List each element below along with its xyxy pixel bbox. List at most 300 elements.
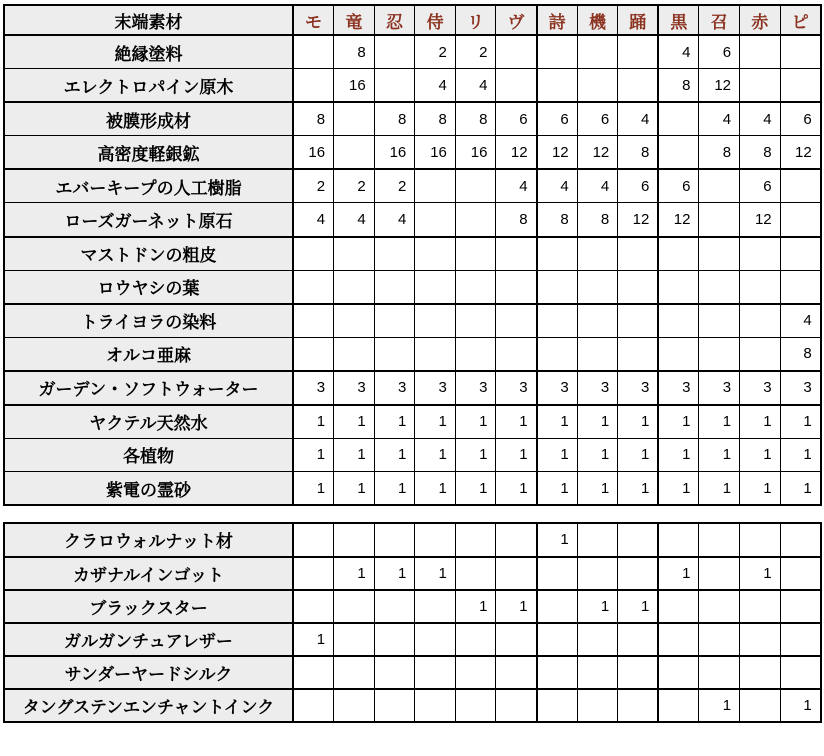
material-label: カザナルインゴット bbox=[4, 557, 293, 590]
qty-cell: 1 bbox=[577, 590, 618, 623]
column-header-job: ピ bbox=[780, 5, 821, 35]
qty-cell bbox=[658, 656, 699, 689]
qty-cell: 4 bbox=[293, 203, 334, 237]
qty-cell: 4 bbox=[699, 102, 740, 136]
qty-cell: 3 bbox=[374, 371, 415, 405]
qty-cell: 1 bbox=[415, 438, 456, 472]
qty-cell bbox=[658, 136, 699, 170]
qty-cell: 1 bbox=[577, 405, 618, 439]
qty-cell bbox=[293, 590, 334, 623]
qty-cell: 1 bbox=[537, 523, 578, 556]
qty-cell: 1 bbox=[658, 557, 699, 590]
qty-cell bbox=[334, 270, 375, 304]
corner-header-material: 末端素材 bbox=[4, 5, 293, 35]
qty-cell bbox=[618, 523, 659, 556]
qty-cell: 4 bbox=[537, 169, 578, 203]
qty-cell bbox=[740, 590, 781, 623]
column-header-job: 竜 bbox=[334, 5, 375, 35]
qty-cell bbox=[658, 590, 699, 623]
qty-cell: 4 bbox=[780, 304, 821, 338]
qty-cell: 1 bbox=[740, 472, 781, 506]
qty-cell: 1 bbox=[740, 438, 781, 472]
qty-cell bbox=[415, 656, 456, 689]
qty-cell: 1 bbox=[374, 557, 415, 590]
material-label: トライヨラの染料 bbox=[4, 304, 293, 338]
qty-cell bbox=[577, 337, 618, 371]
qty-cell bbox=[496, 237, 537, 271]
qty-cell bbox=[374, 590, 415, 623]
qty-cell bbox=[699, 169, 740, 203]
table-row bbox=[4, 237, 821, 271]
qty-cell: 6 bbox=[780, 102, 821, 136]
qty-cell: 1 bbox=[334, 438, 375, 472]
material-label: 高密度軽銀鉱 bbox=[4, 136, 293, 170]
table-row bbox=[4, 270, 821, 304]
qty-cell bbox=[537, 689, 578, 722]
qty-cell: 6 bbox=[699, 35, 740, 69]
qty-cell: 4 bbox=[740, 102, 781, 136]
qty-cell bbox=[537, 337, 578, 371]
column-header-job: 黒 bbox=[658, 5, 699, 35]
qty-cell: 1 bbox=[293, 438, 334, 472]
qty-cell bbox=[293, 69, 334, 103]
qty-cell: 16 bbox=[293, 136, 334, 170]
qty-cell bbox=[740, 35, 781, 69]
material-label: ガーデン・ソフトウォーター bbox=[4, 371, 293, 405]
material-label: エレクトロパイン原木 bbox=[4, 69, 293, 103]
qty-cell: 2 bbox=[293, 169, 334, 203]
qty-cell: 1 bbox=[780, 689, 821, 722]
qty-cell bbox=[293, 237, 334, 271]
qty-cell bbox=[374, 623, 415, 656]
qty-cell bbox=[740, 523, 781, 556]
qty-cell bbox=[780, 656, 821, 689]
qty-cell bbox=[577, 35, 618, 69]
qty-cell: 2 bbox=[374, 169, 415, 203]
material-label: ヤクテル天然水 bbox=[4, 405, 293, 439]
qty-cell: 1 bbox=[455, 438, 496, 472]
qty-cell: 1 bbox=[496, 405, 537, 439]
qty-cell bbox=[293, 689, 334, 722]
column-header-job: 詩 bbox=[537, 5, 578, 35]
table-row bbox=[4, 371, 821, 405]
qty-cell: 3 bbox=[455, 371, 496, 405]
qty-cell bbox=[455, 689, 496, 722]
qty-cell: 1 bbox=[455, 405, 496, 439]
qty-cell bbox=[293, 304, 334, 338]
qty-cell bbox=[455, 304, 496, 338]
column-header-job: 忍 bbox=[374, 5, 415, 35]
qty-cell: 1 bbox=[780, 472, 821, 506]
qty-cell bbox=[334, 237, 375, 271]
qty-cell: 12 bbox=[496, 136, 537, 170]
qty-cell bbox=[699, 523, 740, 556]
qty-cell bbox=[455, 523, 496, 556]
qty-cell bbox=[415, 270, 456, 304]
header-row bbox=[4, 5, 821, 35]
qty-cell bbox=[537, 590, 578, 623]
qty-cell bbox=[780, 270, 821, 304]
qty-cell bbox=[374, 270, 415, 304]
table-row bbox=[4, 405, 821, 439]
qty-cell: 1 bbox=[334, 472, 375, 506]
qty-cell: 1 bbox=[293, 405, 334, 439]
table-row bbox=[4, 136, 821, 170]
qty-cell bbox=[577, 689, 618, 722]
qty-cell bbox=[293, 656, 334, 689]
material-label: エバーキープの人工樹脂 bbox=[4, 169, 293, 203]
qty-cell bbox=[496, 523, 537, 556]
column-header-job: 赤 bbox=[740, 5, 781, 35]
qty-cell: 1 bbox=[374, 472, 415, 506]
qty-cell bbox=[334, 590, 375, 623]
qty-cell bbox=[658, 270, 699, 304]
qty-cell bbox=[537, 623, 578, 656]
column-header-job: 機 bbox=[577, 5, 618, 35]
qty-cell bbox=[415, 623, 456, 656]
qty-cell bbox=[577, 237, 618, 271]
qty-cell: 1 bbox=[780, 405, 821, 439]
qty-cell bbox=[618, 35, 659, 69]
qty-cell bbox=[658, 304, 699, 338]
qty-cell: 3 bbox=[537, 371, 578, 405]
qty-cell: 8 bbox=[374, 102, 415, 136]
qty-cell bbox=[577, 557, 618, 590]
qty-cell bbox=[577, 270, 618, 304]
qty-cell: 4 bbox=[415, 69, 456, 103]
qty-cell bbox=[618, 237, 659, 271]
qty-cell: 4 bbox=[658, 35, 699, 69]
qty-cell bbox=[780, 169, 821, 203]
qty-cell: 3 bbox=[699, 371, 740, 405]
table-row bbox=[4, 102, 821, 136]
qty-cell: 2 bbox=[334, 169, 375, 203]
qty-cell: 1 bbox=[780, 438, 821, 472]
qty-cell: 1 bbox=[618, 438, 659, 472]
qty-cell: 8 bbox=[455, 102, 496, 136]
qty-cell bbox=[740, 304, 781, 338]
qty-cell: 2 bbox=[415, 35, 456, 69]
qty-cell bbox=[537, 35, 578, 69]
qty-cell bbox=[699, 623, 740, 656]
qty-cell: 3 bbox=[415, 371, 456, 405]
qty-cell bbox=[415, 203, 456, 237]
qty-cell bbox=[658, 689, 699, 722]
qty-cell bbox=[780, 523, 821, 556]
qty-cell bbox=[740, 270, 781, 304]
qty-cell: 12 bbox=[577, 136, 618, 170]
qty-cell bbox=[374, 69, 415, 103]
qty-cell: 8 bbox=[699, 136, 740, 170]
qty-cell bbox=[577, 304, 618, 338]
qty-cell bbox=[455, 337, 496, 371]
qty-cell: 12 bbox=[740, 203, 781, 237]
qty-cell bbox=[618, 656, 659, 689]
qty-cell: 4 bbox=[374, 203, 415, 237]
qty-cell bbox=[537, 656, 578, 689]
qty-cell bbox=[415, 304, 456, 338]
qty-cell: 8 bbox=[658, 69, 699, 103]
material-label: サンダーヤードシルク bbox=[4, 656, 293, 689]
qty-cell bbox=[455, 270, 496, 304]
qty-cell bbox=[496, 656, 537, 689]
qty-cell: 3 bbox=[577, 371, 618, 405]
table-row bbox=[4, 623, 821, 656]
qty-cell bbox=[577, 656, 618, 689]
qty-cell: 1 bbox=[334, 557, 375, 590]
qty-cell bbox=[618, 557, 659, 590]
qty-cell: 12 bbox=[618, 203, 659, 237]
table-row bbox=[4, 304, 821, 338]
qty-cell bbox=[374, 523, 415, 556]
qty-cell: 1 bbox=[618, 590, 659, 623]
table-row bbox=[4, 472, 821, 506]
material-label: クラロウォルナット材 bbox=[4, 523, 293, 556]
qty-cell bbox=[699, 270, 740, 304]
qty-cell bbox=[618, 623, 659, 656]
material-label: ロウヤシの葉 bbox=[4, 270, 293, 304]
qty-cell: 1 bbox=[415, 472, 456, 506]
qty-cell: 6 bbox=[496, 102, 537, 136]
qty-cell bbox=[293, 557, 334, 590]
qty-cell bbox=[780, 69, 821, 103]
qty-cell: 3 bbox=[496, 371, 537, 405]
qty-cell: 1 bbox=[496, 472, 537, 506]
qty-cell bbox=[699, 203, 740, 237]
qty-cell: 8 bbox=[293, 102, 334, 136]
qty-cell bbox=[618, 69, 659, 103]
qty-cell: 1 bbox=[699, 689, 740, 722]
qty-cell bbox=[740, 237, 781, 271]
qty-cell: 1 bbox=[537, 405, 578, 439]
qty-cell bbox=[699, 590, 740, 623]
qty-cell: 8 bbox=[740, 136, 781, 170]
table-row bbox=[4, 203, 821, 237]
qty-cell bbox=[537, 237, 578, 271]
material-label: 紫電の霊砂 bbox=[4, 472, 293, 506]
qty-cell bbox=[699, 337, 740, 371]
qty-cell bbox=[496, 337, 537, 371]
qty-cell: 4 bbox=[496, 169, 537, 203]
qty-cell: 8 bbox=[415, 102, 456, 136]
qty-cell bbox=[415, 169, 456, 203]
material-label: タングステンエンチャントインク bbox=[4, 689, 293, 722]
qty-cell: 1 bbox=[374, 438, 415, 472]
qty-cell bbox=[780, 203, 821, 237]
column-header-job: リ bbox=[455, 5, 496, 35]
qty-cell: 16 bbox=[455, 136, 496, 170]
material-label: 被膜形成材 bbox=[4, 102, 293, 136]
qty-cell: 1 bbox=[699, 438, 740, 472]
qty-cell: 1 bbox=[496, 590, 537, 623]
table-row bbox=[4, 337, 821, 371]
qty-cell bbox=[334, 689, 375, 722]
material-label: 絶縁塗料 bbox=[4, 35, 293, 69]
qty-cell: 8 bbox=[334, 35, 375, 69]
qty-cell bbox=[780, 623, 821, 656]
qty-cell: 8 bbox=[618, 136, 659, 170]
qty-cell: 3 bbox=[780, 371, 821, 405]
qty-cell bbox=[496, 557, 537, 590]
qty-cell: 12 bbox=[658, 203, 699, 237]
qty-cell bbox=[577, 623, 618, 656]
table-row bbox=[4, 656, 821, 689]
qty-cell: 12 bbox=[699, 69, 740, 103]
qty-cell bbox=[293, 270, 334, 304]
qty-cell bbox=[618, 304, 659, 338]
qty-cell bbox=[577, 69, 618, 103]
qty-cell bbox=[334, 136, 375, 170]
qty-cell: 1 bbox=[415, 405, 456, 439]
qty-cell bbox=[334, 304, 375, 338]
qty-cell bbox=[780, 237, 821, 271]
qty-cell: 3 bbox=[740, 371, 781, 405]
qty-cell: 8 bbox=[780, 337, 821, 371]
qty-cell: 1 bbox=[577, 472, 618, 506]
qty-cell bbox=[293, 337, 334, 371]
materials-table-primary bbox=[3, 4, 822, 506]
qty-cell: 12 bbox=[780, 136, 821, 170]
qty-cell bbox=[740, 623, 781, 656]
qty-cell bbox=[780, 35, 821, 69]
qty-cell bbox=[334, 656, 375, 689]
qty-cell bbox=[740, 656, 781, 689]
qty-cell bbox=[415, 237, 456, 271]
qty-cell: 1 bbox=[537, 472, 578, 506]
qty-cell bbox=[334, 337, 375, 371]
qty-cell: 12 bbox=[537, 136, 578, 170]
qty-cell bbox=[374, 656, 415, 689]
qty-cell: 1 bbox=[618, 405, 659, 439]
qty-cell bbox=[374, 337, 415, 371]
qty-cell bbox=[537, 270, 578, 304]
qty-cell: 1 bbox=[537, 438, 578, 472]
qty-cell: 6 bbox=[577, 102, 618, 136]
qty-cell: 1 bbox=[455, 590, 496, 623]
qty-cell bbox=[658, 237, 699, 271]
qty-cell: 2 bbox=[455, 35, 496, 69]
qty-cell: 3 bbox=[293, 371, 334, 405]
material-label: オルコ亜麻 bbox=[4, 337, 293, 371]
qty-cell bbox=[455, 203, 496, 237]
qty-cell bbox=[415, 337, 456, 371]
qty-cell bbox=[699, 557, 740, 590]
qty-cell: 1 bbox=[496, 438, 537, 472]
qty-cell bbox=[537, 304, 578, 338]
qty-cell bbox=[740, 337, 781, 371]
qty-cell bbox=[780, 590, 821, 623]
qty-cell: 4 bbox=[455, 69, 496, 103]
qty-cell bbox=[415, 523, 456, 556]
table-row bbox=[4, 689, 821, 722]
material-label: ローズガーネット原石 bbox=[4, 203, 293, 237]
table-row bbox=[4, 523, 821, 556]
qty-cell bbox=[455, 169, 496, 203]
qty-cell: 4 bbox=[577, 169, 618, 203]
qty-cell: 4 bbox=[334, 203, 375, 237]
materials-table-secondary bbox=[3, 522, 822, 723]
qty-cell bbox=[496, 35, 537, 69]
qty-cell bbox=[699, 656, 740, 689]
qty-cell bbox=[455, 557, 496, 590]
qty-cell: 1 bbox=[374, 405, 415, 439]
table-row bbox=[4, 35, 821, 69]
table-row bbox=[4, 557, 821, 590]
qty-cell: 1 bbox=[658, 438, 699, 472]
table-row bbox=[4, 438, 821, 472]
qty-cell bbox=[658, 623, 699, 656]
qty-cell bbox=[455, 656, 496, 689]
qty-cell bbox=[740, 689, 781, 722]
qty-cell: 16 bbox=[374, 136, 415, 170]
column-header-job: 踊 bbox=[618, 5, 659, 35]
qty-cell bbox=[415, 590, 456, 623]
qty-cell bbox=[699, 237, 740, 271]
column-header-job: モ bbox=[293, 5, 334, 35]
qty-cell: 8 bbox=[577, 203, 618, 237]
qty-cell bbox=[618, 337, 659, 371]
qty-cell: 6 bbox=[658, 169, 699, 203]
qty-cell: 1 bbox=[740, 405, 781, 439]
qty-cell bbox=[293, 523, 334, 556]
column-header-job: ヴ bbox=[496, 5, 537, 35]
column-header-job: 召 bbox=[699, 5, 740, 35]
qty-cell bbox=[577, 523, 618, 556]
material-label: マストドンの粗皮 bbox=[4, 237, 293, 271]
material-label: 各植物 bbox=[4, 438, 293, 472]
qty-cell: 1 bbox=[699, 405, 740, 439]
qty-cell: 6 bbox=[740, 169, 781, 203]
qty-cell bbox=[699, 304, 740, 338]
qty-cell: 1 bbox=[699, 472, 740, 506]
table-row bbox=[4, 69, 821, 103]
qty-cell bbox=[496, 304, 537, 338]
qty-cell: 16 bbox=[334, 69, 375, 103]
qty-cell: 1 bbox=[618, 472, 659, 506]
qty-cell: 3 bbox=[618, 371, 659, 405]
qty-cell: 16 bbox=[415, 136, 456, 170]
table-row bbox=[4, 169, 821, 203]
qty-cell bbox=[618, 689, 659, 722]
qty-cell bbox=[496, 69, 537, 103]
qty-cell bbox=[374, 237, 415, 271]
qty-cell: 1 bbox=[455, 472, 496, 506]
qty-cell bbox=[658, 523, 699, 556]
qty-cell: 1 bbox=[740, 557, 781, 590]
qty-cell: 3 bbox=[658, 371, 699, 405]
qty-cell bbox=[334, 102, 375, 136]
qty-cell bbox=[455, 623, 496, 656]
qty-cell bbox=[374, 304, 415, 338]
qty-cell: 1 bbox=[334, 405, 375, 439]
qty-cell bbox=[658, 337, 699, 371]
qty-cell bbox=[780, 557, 821, 590]
qty-cell bbox=[537, 557, 578, 590]
qty-cell: 1 bbox=[658, 472, 699, 506]
material-label: ブラックスター bbox=[4, 590, 293, 623]
qty-cell bbox=[537, 69, 578, 103]
qty-cell: 1 bbox=[293, 623, 334, 656]
qty-cell bbox=[740, 69, 781, 103]
qty-cell bbox=[496, 270, 537, 304]
qty-cell: 4 bbox=[618, 102, 659, 136]
qty-cell: 1 bbox=[293, 472, 334, 506]
qty-cell: 1 bbox=[577, 438, 618, 472]
qty-cell bbox=[618, 270, 659, 304]
qty-cell bbox=[293, 35, 334, 69]
qty-cell bbox=[374, 689, 415, 722]
qty-cell bbox=[334, 623, 375, 656]
